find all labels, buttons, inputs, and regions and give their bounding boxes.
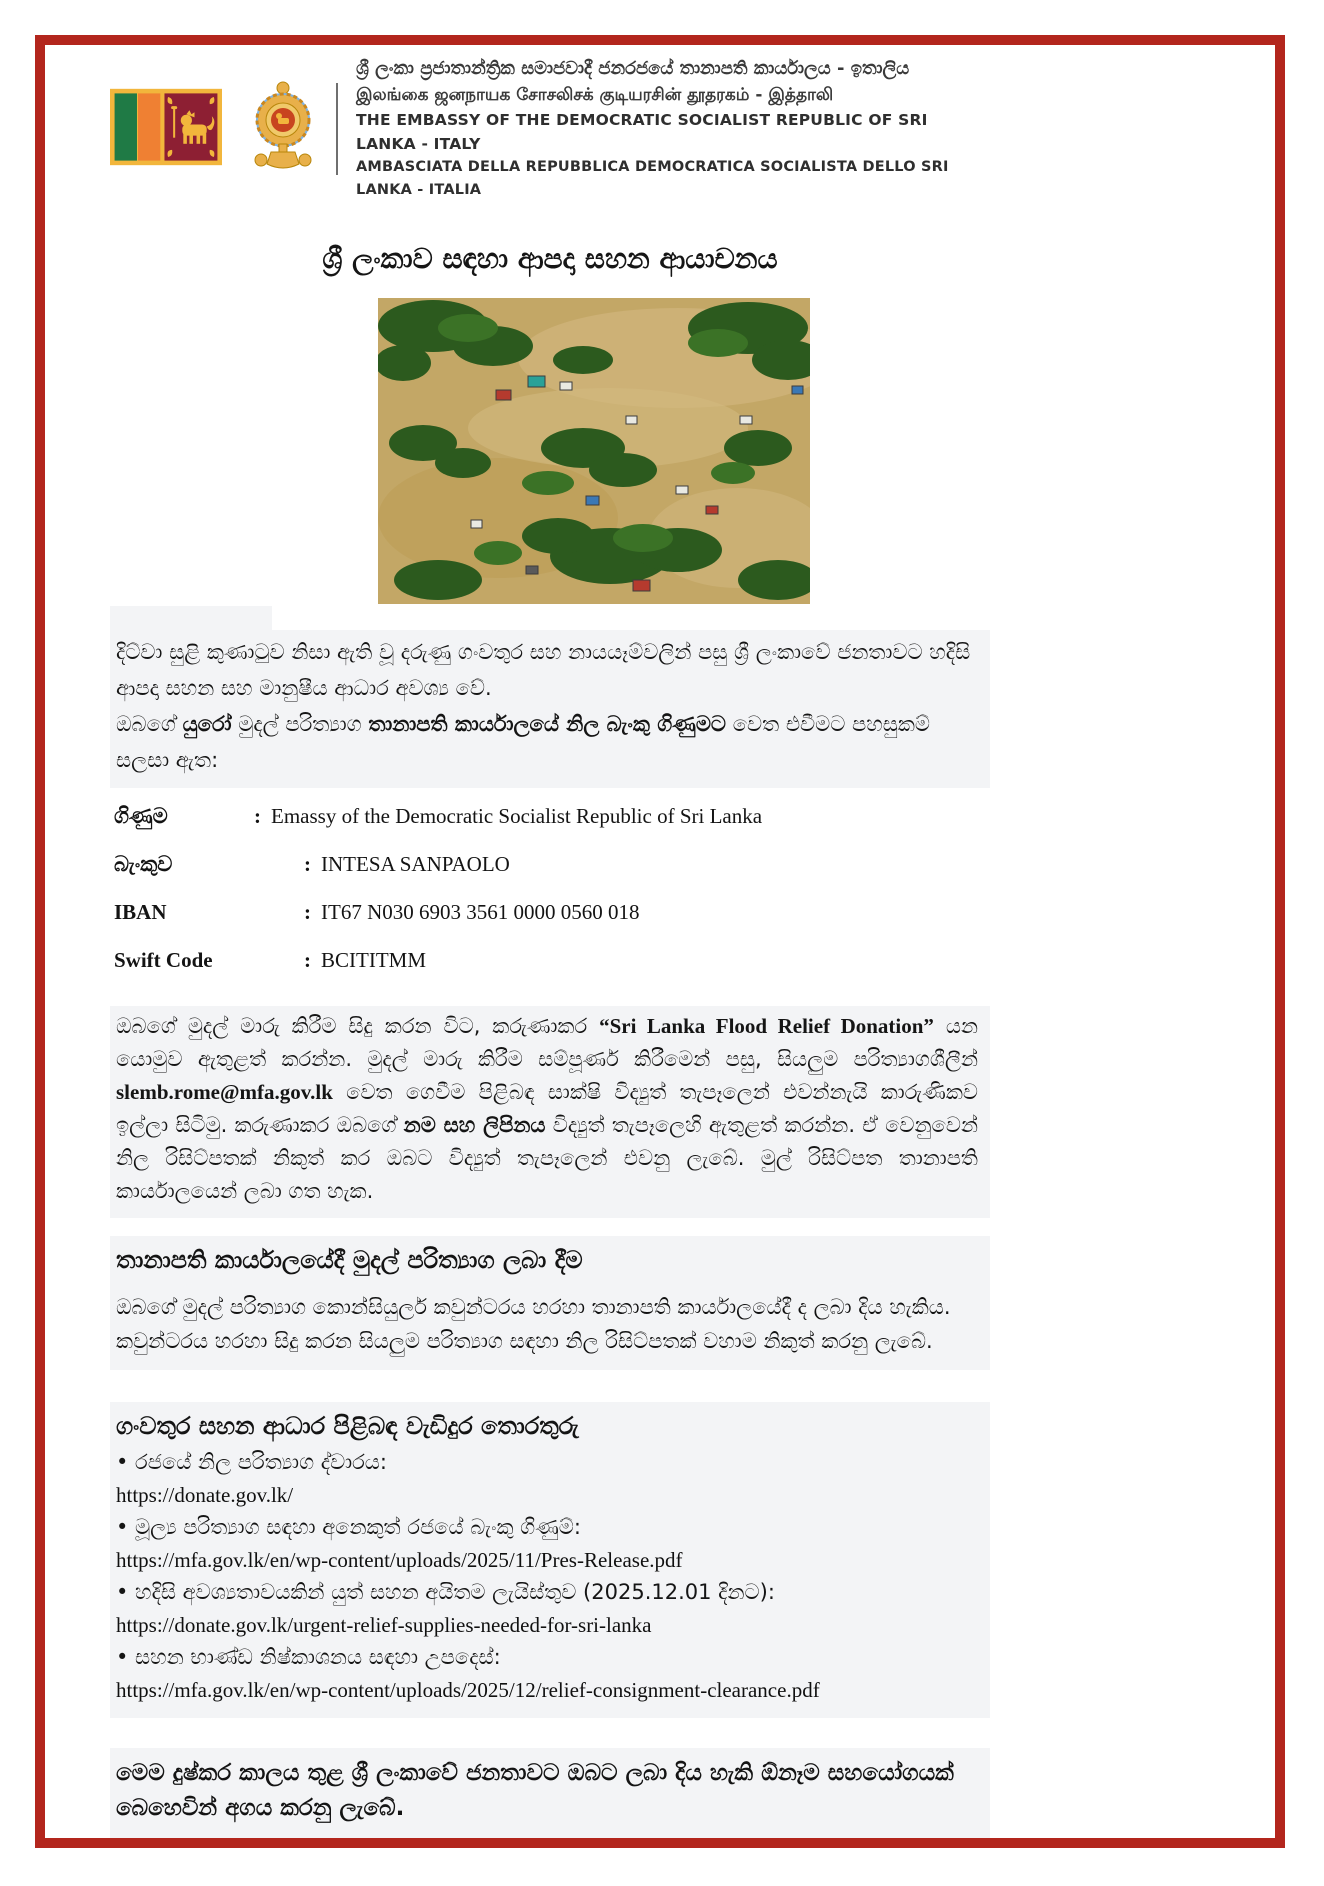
bank-row-account — [114, 804, 990, 852]
link-label-consignment-clearance: • සහන භාණ්ඩ නිෂ්කාශනය සඳහා උපදෙස්: — [116, 1645, 501, 1669]
note-bold-reference: “Sri Lanka Flood Relief Donation” — [599, 1014, 934, 1038]
embassy-name-english: THE EMBASSY OF THE DEMOCRATIC SOCIALIST REPUBLIC OF SRI LANKA - ITALY — [356, 111, 928, 153]
bank-value-account: Emassy of the Democratic Socialist Republic of Sri Lanka — [271, 804, 763, 828]
note-part-2: යන යොමුව ඇතුළත් කරන්න. මුදල් මාරු කිරීම සම්පූර්ණ කිරීමෙන් පසු, සියලුම පරිත්‍යාගශීලීන් — [116, 1014, 978, 1071]
transfer-note-paragraph — [110, 1006, 990, 1218]
flood-relief-links-section — [110, 1402, 990, 1718]
bank-label-account: ගිණුම — [114, 804, 168, 828]
note-part-1: ඔබගේ මුදල් මාරු කිරීම සිදු කරන විට, කරුණාකර — [116, 1014, 600, 1038]
embassy-name-lines — [356, 55, 990, 202]
flood-aerial-photo — [378, 298, 810, 604]
intro-s2-mid: මුදල් පරිත්‍යාග — [231, 712, 369, 736]
link-url-relief-items[interactable]: https://donate.gov.lk/urgent-relief-supplies-needed-for-sri-lanka — [116, 1613, 652, 1637]
bank-details-table — [110, 804, 990, 996]
bank-label-iban: IBAN — [114, 900, 167, 924]
link-label-bank-accounts: • මූල්‍ය පරිත්‍යාග සඳහා අනෙකුත් රජයේ බැංකු ගිණුම්: — [116, 1515, 581, 1539]
colon: : — [304, 852, 311, 876]
bank-label-swift: Swift Code — [114, 948, 213, 972]
link-item — [116, 1511, 978, 1576]
link-label-relief-items: • හදිසි අවශ්‍යතාවයකින් යුත් සහන අයිතම ලැයිස්තුව (2025.12.01 දිනට): — [116, 1580, 775, 1604]
bank-value-swift: BCITITMM — [321, 948, 426, 972]
link-label-donation-portal: • රජයේ නිල පරිත්‍යාග ද්වාරය: — [116, 1450, 387, 1474]
closing-statement: මෙම දුෂ්කර කාලය තුළ ශ්‍රී ලංකාවේ ජනතාවට ඔබට ලබා දිය හැකි ඕනෑම සහයෝගයක් බෙහෙවින් අගය කරනු ලැබේ. — [110, 1748, 990, 1838]
link-item — [116, 1576, 978, 1641]
bank-label-bank: බැංකුව — [114, 852, 173, 876]
intro-s2-pre: ඔබගේ — [116, 712, 183, 736]
bank-row-bank — [114, 852, 990, 900]
colon: : — [254, 804, 261, 828]
note-bold-email: slemb.rome@mfa.gov.lk — [116, 1080, 333, 1104]
embassy-name-sinhala: ශ්‍රී ලංකා ප්‍රජාතාන්ත්‍රික සමාජවාදී ජනරජයේ තානාපති කාර්යාලය - ඉතාලිය — [356, 58, 910, 79]
intro-paragraph — [110, 630, 990, 788]
embassy-donation-heading: තානාපති කාර්යාලයේදී මුදල් පරිත්‍යාග ලබා දීම — [116, 1246, 583, 1274]
intro-bold-bank-account: තානාපති කාර්යාලයේ නිල බැංකු ගිණුමට — [368, 712, 727, 736]
link-item — [116, 1641, 978, 1706]
sri-lanka-flag-icon — [110, 88, 222, 170]
page-title: ශ්‍රී ලංකාව සඳහා ආපදා සහන ආයාචනය — [322, 242, 778, 275]
note-part-4: විද්‍යුත් තැපෑලෙහි ඇතුළත් කරන්න. ඒ වෙනුවෙන් නිල රිසිට්පතක් නිකුත් කර ඔබට විද්‍යුත් තැපෑලෙන් එවනු ලැබේ. මුල් රිසිට්පත තානාපති කාර්යාලයෙන් ලබා ගත හැක. — [116, 1113, 978, 1203]
link-url-bank-accounts[interactable]: https://mfa.gov.lk/en/wp-content/uploads/2025/11/Pres-Release.pdf — [116, 1548, 683, 1572]
document-content — [110, 55, 990, 1838]
highlight-strip — [110, 606, 272, 630]
embassy-name-tamil: இலங்கை ஜனநாயக சோசலிசக் குடியரசின் தூதரகம் - இத்தாலி — [356, 85, 834, 105]
header-divider — [336, 83, 338, 175]
intro-s2-post: වෙත එවීමට පහසුකම් සලසා ඇත: — [116, 712, 931, 772]
embassy-name-italian: AMBASCIATA DELLA REPUBBLICA DEMOCRATICA SOCIALISTA DELLO SRI LANKA - ITALIA — [356, 159, 949, 198]
embassy-donation-section — [110, 1236, 990, 1370]
bank-value-bank: INTESA SANPAOLO — [321, 852, 510, 876]
note-bold-name-address: නම සහ ලිපිනය — [403, 1113, 546, 1137]
sri-lanka-emblem-icon — [252, 80, 314, 178]
embassy-donation-body: ඔබගේ මුදල් පරිත්‍යාග කොන්සියුලර් කවුන්ටරය හරහා තානාපති කාර්යාලයේදී ද ලබා දිය හැකිය. කවුන්ටරය හරහා සිදු කරන සියලුම පරිත්‍යාග සඳහා නිල රිසිට්පතක් වහාම නිකුත් කරනු ලැබේ. — [116, 1295, 951, 1353]
links-heading: ගංවතුර සහන ආධාර පිළිබඳ වැඩිදුර තොරතුරු — [116, 1412, 579, 1440]
intro-bold-euro: යුරෝ — [182, 712, 232, 736]
bank-row-swift — [114, 948, 990, 996]
colon: : — [304, 900, 311, 924]
colon: : — [304, 948, 311, 972]
intro-sentence-1: දිට්වා සුළි කුණාටුව නිසා ඇති වූ දරුණු ගංවතුර සහ නායයෑම්වලින් පසු ශ්‍රී ලංකාවේ ජනතාවට හදිසි ආපදා සහන සහ මානුෂීය ආධාර අවශ්‍ය වේ. — [116, 640, 971, 700]
link-url-consignment-clearance[interactable]: https://mfa.gov.lk/en/wp-content/uploads/2025/12/relief-consignment-clearance.pdf — [116, 1678, 820, 1702]
link-item — [116, 1446, 978, 1511]
note-part-3: වෙත ගෙවීම පිළිබඳ සාක්ෂි විද්‍යුත් තැපෑලෙන් එවන්නැයි කාරුණිකව ඉල්ලා සිටිමු. කරුණාකර ඔබගේ — [116, 1080, 978, 1137]
link-url-donation-portal[interactable]: https://donate.gov.lk/ — [116, 1483, 294, 1507]
bank-row-iban — [114, 900, 990, 948]
bank-value-iban: IT67 N030 6903 3561 0000 0560 018 — [321, 900, 640, 924]
embassy-letterhead — [110, 55, 990, 202]
